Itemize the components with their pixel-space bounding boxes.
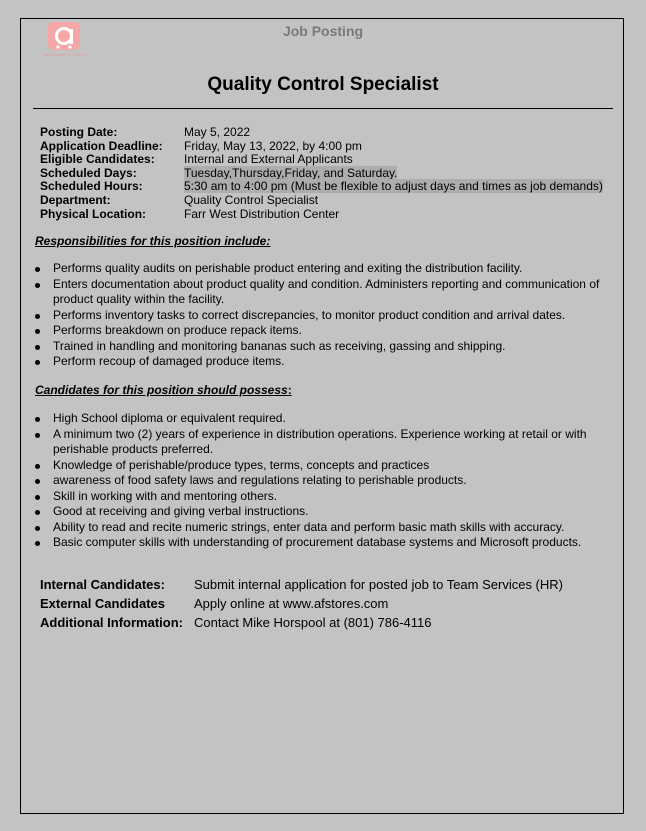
detail-row bbox=[40, 194, 603, 208]
contact-value: Contact Mike Horspool at (801) 786-4116 bbox=[194, 615, 432, 630]
detail-row bbox=[40, 126, 603, 140]
contact-row bbox=[40, 594, 563, 613]
detail-value: May 5, 2022 bbox=[184, 125, 251, 139]
detail-value bbox=[184, 167, 603, 181]
list-item bbox=[35, 261, 615, 277]
list-item bbox=[35, 411, 615, 427]
list-item bbox=[35, 427, 615, 458]
detail-label: Eligible Candidates: bbox=[40, 152, 155, 167]
list-item-text: Trained in handling and monitoring bananas such as receiving, gassing and shipping. bbox=[53, 338, 506, 353]
qualifications-list bbox=[35, 411, 615, 551]
contact-value: Submit internal application for posted job to Team Services (HR) bbox=[194, 577, 563, 592]
list-item bbox=[35, 489, 615, 505]
list-item-text: Performs quality audits on perishable product entering and exiting the distribution facility. bbox=[53, 261, 523, 275]
contact-value: Apply online at www.afstores.com bbox=[194, 596, 389, 611]
list-item bbox=[35, 277, 615, 308]
header-label: Job Posting bbox=[282, 23, 364, 39]
list-item bbox=[35, 323, 615, 339]
detail-value: Farr West Distribution Center bbox=[184, 206, 340, 221]
list-item bbox=[35, 458, 615, 474]
contact-info bbox=[40, 575, 563, 632]
bullet-icon bbox=[35, 479, 40, 484]
list-item-text: Good at receiving and giving verbal instructions. bbox=[53, 504, 309, 518]
bullet-icon bbox=[35, 464, 40, 469]
list-item-text: Enters documentation about product quality and condition. Administers reporting and communication of product quality within the facility. bbox=[53, 276, 600, 306]
detail-label: Department: bbox=[40, 192, 111, 207]
list-item-text: Performs breakdown on produce repack items. bbox=[53, 323, 302, 337]
qualifications-heading-text: Candidates for this position should possess bbox=[35, 383, 288, 397]
list-item-text: Basic computer skills with understanding of procurement database systems and Microsoft products. bbox=[53, 535, 582, 549]
contact-row bbox=[40, 613, 563, 632]
list-item bbox=[35, 520, 615, 536]
detail-row bbox=[40, 167, 603, 181]
list-item bbox=[35, 504, 615, 520]
list-item-text: A minimum two (2) years of experience in distribution operations. Experience working at retail or with perishable products preferred. bbox=[53, 426, 587, 456]
page-title: Quality Control Specialist bbox=[207, 74, 439, 95]
detail-value: Quality Control Specialist bbox=[184, 192, 319, 207]
spellcheck-marked-text: Tuesday,Thursday,Friday, bbox=[184, 165, 321, 180]
list-item-text: Performs inventory tasks to correct discrepancies, to monitor product condition and arrival dates. bbox=[53, 307, 566, 322]
list-item bbox=[35, 473, 615, 489]
list-item bbox=[35, 535, 615, 551]
responsibilities-heading: Responsibilities for this position include: bbox=[35, 234, 271, 248]
responsibilities-list bbox=[35, 261, 615, 370]
detail-row bbox=[40, 208, 603, 222]
detail-value: Friday, May 13, 2022, by 4:00 pm bbox=[184, 138, 362, 153]
list-item bbox=[35, 339, 615, 355]
detail-label: Scheduled Hours: bbox=[40, 179, 143, 194]
bullet-icon bbox=[35, 267, 40, 272]
bullet-icon bbox=[35, 433, 40, 438]
bullet-icon bbox=[35, 329, 40, 334]
highlighted-value: 5:30 am to 4:00 pm (Must be flexible to adjust days and times as job demands) bbox=[184, 179, 603, 194]
bullet-icon bbox=[35, 495, 40, 500]
list-item-text: Ability to read and recite numeric strings, enter data and perform basic math skills with accuracy. bbox=[53, 519, 565, 534]
logo-caption: Associated Food Stores bbox=[43, 52, 87, 57]
bullet-icon bbox=[35, 526, 40, 531]
contact-row bbox=[40, 575, 563, 594]
list-item bbox=[35, 354, 615, 370]
bullet-icon bbox=[35, 541, 40, 546]
bullet-icon bbox=[35, 417, 40, 422]
list-item-text: High School diploma or equivalent required. bbox=[53, 411, 286, 425]
bullet-icon bbox=[35, 314, 40, 319]
list-item bbox=[35, 308, 615, 324]
list-item-text: Knowledge of perishable/produce types, terms, concepts and practices bbox=[53, 457, 430, 472]
list-item-text: Perform recoup of damaged produce items. bbox=[53, 354, 285, 368]
posting-details bbox=[40, 126, 603, 221]
contact-label: Additional Information: bbox=[40, 615, 183, 630]
bullet-icon bbox=[35, 345, 40, 350]
detail-value-rest: and Saturday. bbox=[320, 165, 398, 180]
detail-row bbox=[40, 140, 603, 154]
qualifications-heading bbox=[35, 383, 292, 397]
detail-row bbox=[40, 180, 603, 194]
contact-label: Internal Candidates: bbox=[40, 577, 165, 592]
detail-label: Scheduled Days: bbox=[40, 165, 137, 180]
title-divider bbox=[33, 108, 613, 109]
bullet-icon bbox=[35, 283, 40, 288]
bullet-icon bbox=[35, 510, 40, 515]
detail-label: Application Deadline: bbox=[40, 138, 163, 153]
detail-label: Posting Date: bbox=[40, 125, 118, 139]
detail-label: Physical Location: bbox=[40, 206, 147, 221]
detail-value: Internal and External Applicants bbox=[184, 152, 353, 167]
highlighted-value bbox=[184, 166, 397, 180]
list-item-text: Skill in working with and mentoring others. bbox=[53, 488, 278, 503]
list-item-text: awareness of food safety laws and regulations relating to perishable products. bbox=[53, 473, 467, 487]
detail-row bbox=[40, 153, 603, 167]
detail-value bbox=[184, 180, 603, 194]
heading-colon: : bbox=[287, 383, 292, 397]
bullet-icon bbox=[35, 360, 40, 365]
contact-label: External Candidates bbox=[40, 596, 165, 611]
